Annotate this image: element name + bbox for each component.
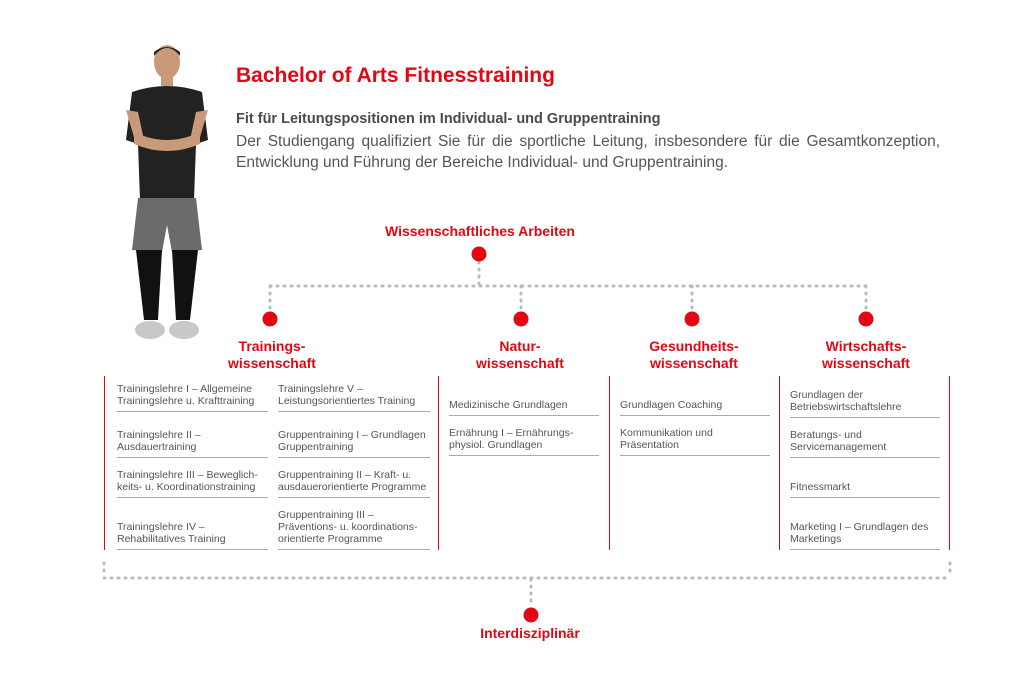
column-border-1 <box>104 376 105 550</box>
node-dot-wirtschaft <box>859 312 874 327</box>
list-item: Gruppentraining I – Grundlagen Gruppentraining <box>278 422 430 458</box>
list-item: Trainingslehre I – Allgemeine Trainingslehre u. Krafttraining <box>117 382 268 412</box>
column-border-2 <box>438 376 439 550</box>
column-border-3 <box>609 376 610 550</box>
node-dot-top <box>472 247 487 262</box>
list-item: Trainingslehre IV – Rehabilitatives Training <box>117 509 268 550</box>
list-item: Gruppentraining II – Kraft- u. ausdauerorientierte Programme <box>278 462 430 498</box>
list-item: Trainingslehre V – Leistungsorientiertes Training <box>278 382 430 412</box>
list-item: Ernährung I – Ernährungs-physiol. Grundlagen <box>449 420 599 456</box>
list-item: Medizinische Grundlagen <box>449 386 599 416</box>
category-label-natur: Natur- wissenschaft <box>476 338 564 371</box>
node-dot-gesundheit <box>685 312 700 327</box>
node-dot-bottom <box>524 608 539 623</box>
bottom-node-label: Interdisziplinär <box>480 625 580 641</box>
list-item: Trainingslehre II – Ausdauertraining <box>117 422 268 458</box>
column-border-4 <box>779 376 780 550</box>
top-node-label: Wissenschaftliches Arbeiten <box>385 223 575 239</box>
page-subtitle: Fit für Leitungspositionen im Individual- und Gruppentraining <box>236 111 661 127</box>
list-item: Beratungs- und Servicemanagement <box>790 422 940 458</box>
category-label-gesundheit: Gesundheits- wissenschaft <box>649 338 739 371</box>
list-item: Kommunikation und Präsentation <box>620 420 770 456</box>
list-item: Grundlagen Coaching <box>620 386 770 416</box>
list-item: Fitnessmarkt <box>790 462 940 498</box>
list-item: Marketing I – Grundlagen des Marketings <box>790 509 940 550</box>
list-item: Gruppentraining III – Präventions- u. koordinations-orientierte Programme <box>278 504 430 550</box>
page-title: Bachelor of Arts Fitnesstraining <box>236 64 555 87</box>
category-label-wirtschaft: Wirtschafts- wissenschaft <box>822 338 910 371</box>
node-dot-natur <box>514 312 529 327</box>
column-border-5 <box>948 376 950 550</box>
page-description: Der Studiengang qualifiziert Sie für die sportliche Leitung, insbesondere für die Gesamtkonzeption, Entwicklung und Führung der Bereiche Individual- und Gruppentraining. <box>236 133 940 171</box>
list-item: Trainingslehre III – Beweglich-keits- u. Koordinationstraining <box>117 462 268 498</box>
list-item: Grundlagen der Betriebswirtschaftslehre <box>790 382 940 418</box>
node-dot-trainings <box>263 312 278 327</box>
category-label-trainings: Trainings- wissenschaft <box>228 338 316 371</box>
